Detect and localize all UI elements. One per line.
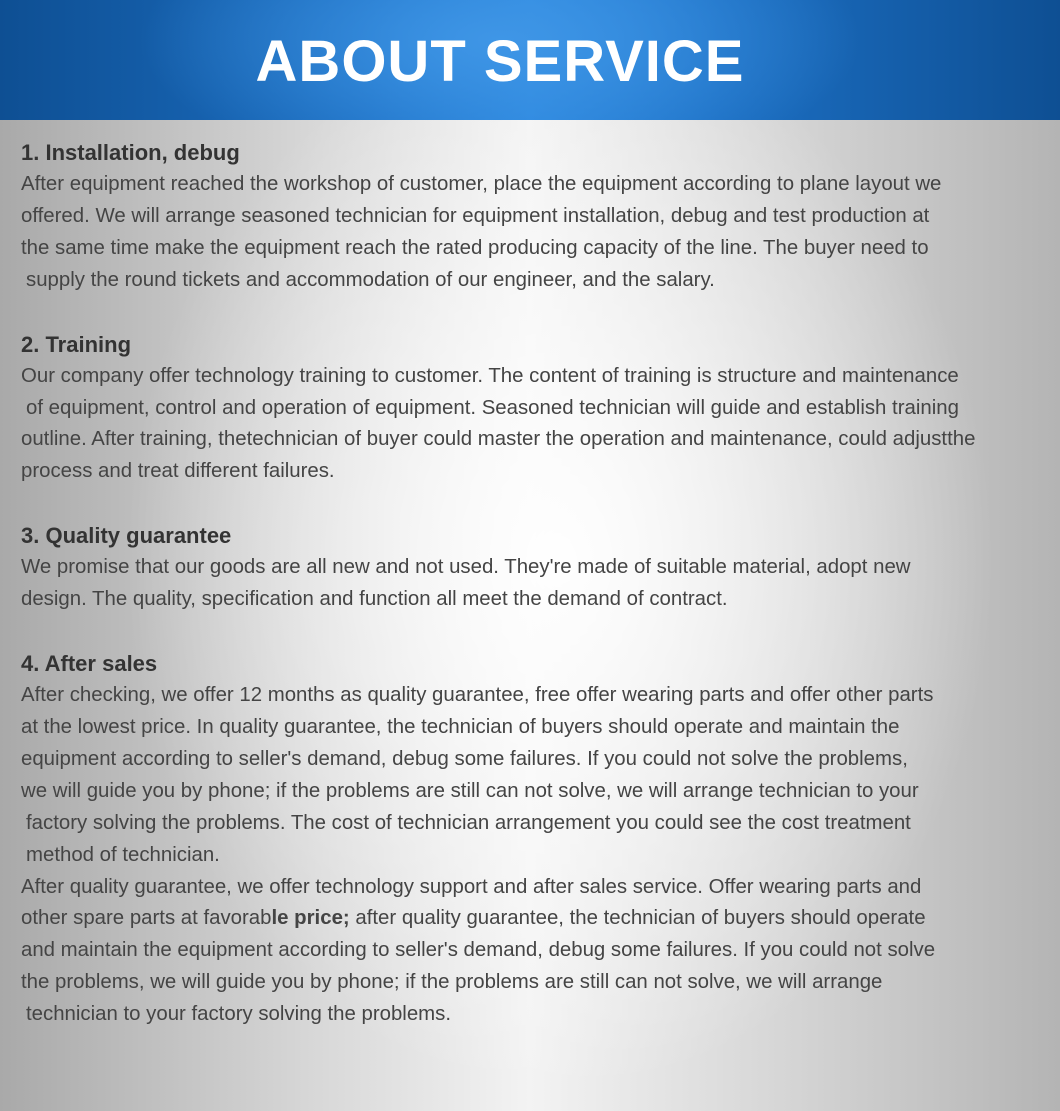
section-paragraph	[21, 680, 1053, 1031]
paragraph-line: we will guide you by phone; if the problems are still can not solve, we will arrange technician to your	[21, 779, 919, 802]
section-heading: 4. After sales	[21, 651, 158, 677]
paragraph-line: the problems, we will guide you by phone; if the problems are still can not solve, we will arrange	[21, 971, 883, 994]
paragraph-line: Our company offer technology training to customer. The content of training is structure and maintenance	[21, 364, 959, 387]
section-quality-guarantee	[21, 520, 1053, 616]
paragraph-line: After equipment reached the workshop of customer, place the equipment according to plane layout we	[21, 173, 942, 195]
paragraph-line: equipment according to seller's demand, debug some failures. If you could not solve the problems,	[21, 747, 908, 770]
section-after-sales	[21, 648, 1053, 1031]
section-training	[21, 329, 1053, 489]
section-heading: 3. Quality guarantee	[21, 523, 232, 549]
section-installation	[21, 137, 1053, 297]
paragraph-line: After checking, we offer 12 months as quality guarantee, free offer wearing parts and offer other parts	[21, 684, 934, 707]
section-heading: 2. Training	[21, 331, 132, 357]
paragraph-line: method of technician.	[26, 843, 220, 866]
paragraph-line: supply the round tickets and accommodation of our engineer, and the salary.	[26, 268, 715, 291]
header-banner	[0, 0, 1060, 120]
section-paragraph	[21, 169, 1053, 297]
paragraph-line	[21, 903, 1053, 935]
paragraph-line: offered. We will arrange seasoned technician for equipment installation, debug and test production at	[21, 204, 930, 227]
paragraph-line: at the lowest price. In quality guarantee, the technician of buyers should operate and maintain the	[21, 715, 900, 738]
section-paragraph	[21, 552, 1053, 616]
line-fragment: after quality guarantee, the technician of buyers should operate	[349, 907, 926, 930]
paragraph-line: We promise that our goods are all new and not used. They're made of suitable material, adopt new	[21, 556, 911, 579]
page-title: ABOUT SERVICE	[255, 29, 745, 94]
paragraph-line: outline. After training, thetechnician of buyer could master the operation and maintenance, could adjustthe	[21, 428, 976, 451]
section-paragraph	[21, 361, 1053, 489]
paragraph-line: and maintain the equipment according to seller's demand, debug some failures. If you could not solve	[21, 939, 936, 962]
paragraph-line: of equipment, control and operation of equipment. Seasoned technician will guide and establish training	[26, 396, 959, 419]
paragraph-line: the same time make the equipment reach the rated producing capacity of the line. The buyer need to	[21, 236, 929, 259]
paragraph-line: After quality guarantee, we offer technology support and after sales service. Offer wearing parts and	[21, 875, 922, 898]
bold-fragment: le price;	[271, 907, 350, 930]
paragraph-line: design. The quality, specification and function all meet the demand of contract.	[21, 588, 728, 611]
service-content	[21, 137, 1053, 1063]
paragraph-line: factory solving the problems. The cost of technician arrangement you could see the cost treatment	[26, 811, 911, 834]
line-fragment: other spare parts at favorab	[21, 907, 272, 930]
section-heading: 1. Installation, debug	[21, 140, 240, 165]
paragraph-line: technician to your factory solving the problems.	[26, 1003, 452, 1026]
paragraph-line: process and treat different failures.	[21, 460, 335, 483]
